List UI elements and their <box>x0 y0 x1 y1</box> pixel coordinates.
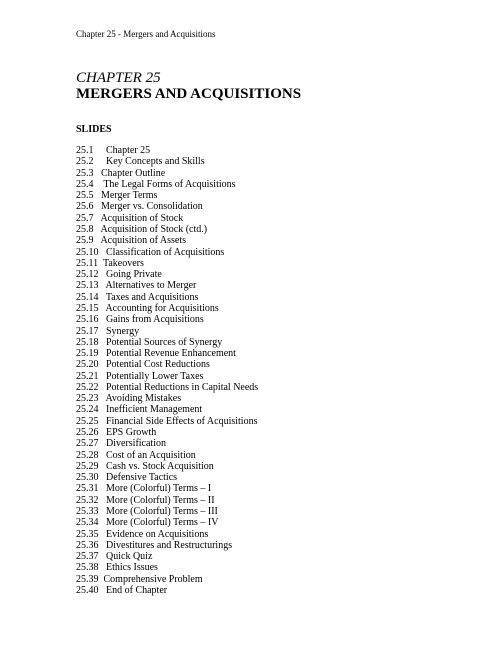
list-item: 25.10 Classification of Acquisitions <box>76 246 225 258</box>
list-item: 25.34 More (Colorful) Terms – IV <box>76 517 219 529</box>
list-item: 25.32 More (Colorful) Terms – II <box>76 494 215 506</box>
list-item: 25.29 Cash vs. Stock Acquisition <box>76 460 214 472</box>
list-item: 25.21 Potentially Lower Taxes <box>76 370 204 382</box>
list-item: 25.11 Takeovers <box>76 257 144 269</box>
list-item: 25.14 Taxes and Acquisitions <box>76 291 199 303</box>
chapter-title: MERGERS AND ACQUISITIONS <box>76 86 302 102</box>
list-item: 25.16 Gains from Acquisitions <box>76 314 204 326</box>
list-item: 25.37 Quick Quiz <box>76 551 153 563</box>
list-item: 25.17 Synergy <box>76 325 140 337</box>
list-item: 25.7 Acquisition of Stock <box>76 212 184 224</box>
list-item: 25.31 More (Colorful) Terms – I <box>76 483 212 495</box>
list-item: 25.4 The Legal Forms of Acquisitions <box>76 178 236 190</box>
list-item: 25.30 Defensive Tactics <box>76 472 178 484</box>
list-item: 25.3 Chapter Outline <box>76 167 166 179</box>
list-item: 25.22 Potential Reductions in Capital Needs <box>76 381 259 393</box>
list-item: 25.5 Merger Terms <box>76 190 158 202</box>
list-item: 25.15 Accounting for Acquisitions <box>76 302 219 314</box>
list-item: 25.9 Acquisition of Assets <box>76 235 187 247</box>
list-item: 25.40 End of Chapter <box>76 584 168 596</box>
list-item: 25.28 Cost of an Acquisition <box>76 449 196 461</box>
list-item: 25.12 Going Private <box>76 269 162 281</box>
slides-list <box>76 145 258 596</box>
list-item: 25.25 Financial Side Effects of Acquisitions <box>76 415 258 427</box>
slides-heading: SLIDES <box>76 124 112 135</box>
list-item: 25.35 Evidence on Acquisitions <box>76 528 209 540</box>
list-item: 25.33 More (Colorful) Terms – III <box>76 506 218 517</box>
chapter-number: CHAPTER 25 <box>76 70 161 86</box>
list-item: 25.8 Acquisition of Stock (ctd.) <box>76 223 208 235</box>
list-item: 25.27 Diversification <box>76 438 166 450</box>
list-item: 25.26 EPS Growth <box>76 427 157 439</box>
list-item: 25.13 Alternatives to Merger <box>76 280 197 292</box>
list-item: 25.38 Ethics Issues <box>76 562 158 574</box>
list-item: 25.23 Avoiding Mistakes <box>76 393 182 405</box>
list-item: 25.39 Comprehensive Problem <box>76 573 203 585</box>
list-item: 25.36 Divestitures and Restructurings <box>76 539 233 551</box>
list-item: 25.6 Merger vs. Consolidation <box>76 201 203 213</box>
list-item: 25.19 Potential Revenue Enhancement <box>76 348 236 360</box>
list-item: 25.24 Inefficient Management <box>76 404 203 416</box>
list-item: 25.20 Potential Cost Reductions <box>76 359 210 371</box>
list-item: 25.18 Potential Sources of Synergy <box>76 336 223 348</box>
list-item: 25.2 Key Concepts and Skills <box>76 156 205 168</box>
running-header: Chapter 25 - Mergers and Acquisitions <box>76 29 216 39</box>
list-item: 25.1 Chapter 25 <box>76 145 151 156</box>
